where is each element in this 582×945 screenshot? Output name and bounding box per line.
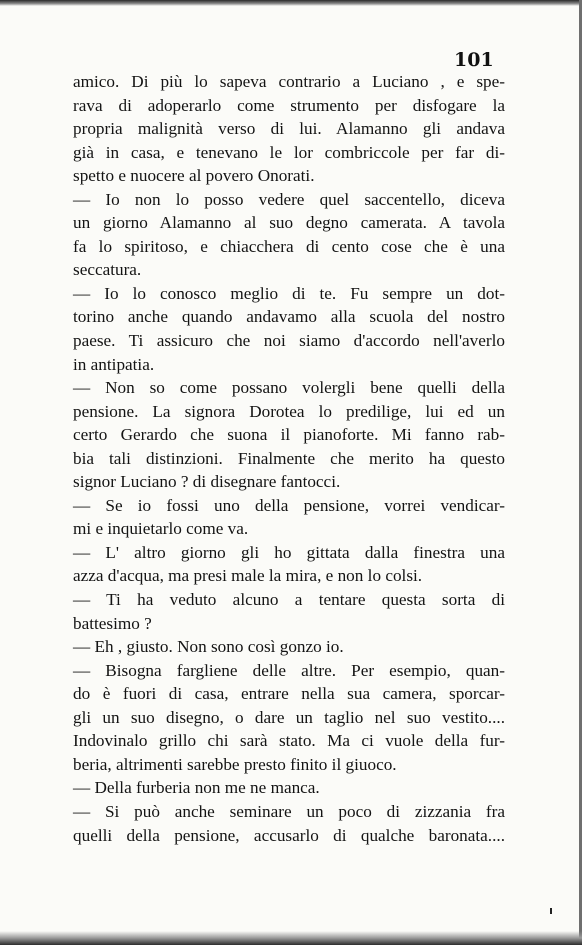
text-line: propria malignità verso di lui. Alamanno gli andava — [73, 119, 505, 139]
text-line: beria, altrimenti sarebbe presto finito il giuoco. — [73, 754, 397, 774]
text-line: mi e inquietarlo come va. — [73, 519, 249, 539]
text-line: battesimo ? — [73, 613, 152, 633]
text-line: amico. Di più lo sapeva contrario a Luciano , e spe- — [73, 72, 505, 91]
text-line: certo Gerardo che suona il pianoforte. Mi fanno rab- — [73, 425, 505, 445]
page-top-edge — [0, 0, 582, 6]
text-line: — Io lo conosco meglio di te. Fu sempre un dot- — [73, 283, 505, 303]
text-line: in antipatia. — [73, 354, 155, 374]
text-line: — Ti ha veduto alcuno a tentare questa sorta di — [73, 590, 505, 610]
text-line: quelli della pensione, accusarlo di qualche baronata.... — [73, 825, 505, 845]
text-line: un giorno Alamanno al suo degno camerata. A tavola — [73, 213, 505, 233]
text-line: do è fuori di casa, entrare nella sua camera, sporcar- — [73, 684, 505, 704]
text-line: — Bisogna fargliene delle altre. Per esempio, quan- — [73, 660, 505, 680]
text-line: paese. Ti assicuro che noi siamo d'accordo nell'averlo — [73, 331, 505, 351]
text-line: pensione. La signora Dorotea lo predilige, lui ed un — [73, 401, 505, 421]
text-line: — Se io fossi uno della pensione, vorrei vendicar- — [73, 495, 505, 515]
text-line: — Non so come possano volergli bene quelli della — [73, 378, 505, 398]
text-line: — Eh , giusto. Non sono così gonzo io. — [73, 637, 344, 657]
text-line: rava di adoperarlo come strumento per disfogare la — [73, 95, 505, 115]
text-line: gli un suo disegno, o dare un taglio nel suo vestito.... — [73, 707, 505, 727]
text-line: — Io non lo posso vedere quel saccentello, diceva — [73, 189, 505, 209]
text-line: Indovinalo grillo chi sarà stato. Ma ci vuole della fur- — [73, 731, 505, 751]
text-line: spetto e nuocere al povero Onorati. — [73, 166, 315, 186]
text-line: già in casa, e tenevano le lor combriccole per far di- — [73, 142, 505, 162]
text-line: seccatura. — [73, 260, 142, 280]
page-number: 101 — [454, 49, 494, 71]
text-line: — Della furberia non me ne manca. — [73, 778, 320, 798]
ink-mark — [550, 908, 552, 914]
text-line: signor Luciano ? di disegnare fantocci. — [73, 472, 341, 492]
body-text — [73, 70, 505, 847]
text-line: torino anche quando andavamo alla scuola del nostro — [73, 307, 505, 327]
text-line: — L' altro giorno gli ho gittata dalla finestra una — [73, 542, 505, 562]
page-bottom-edge — [0, 931, 582, 945]
text-line: bia tali distinzioni. Finalmente che merito ha questo — [73, 448, 505, 468]
text-line: — Si può anche seminare un poco di zizzania fra — [73, 801, 505, 821]
text-line: azza d'acqua, ma presi male la mira, e non lo colsi. — [73, 566, 423, 586]
text-line: fa lo spiritoso, e chiacchera di cento cose che è una — [73, 236, 505, 256]
